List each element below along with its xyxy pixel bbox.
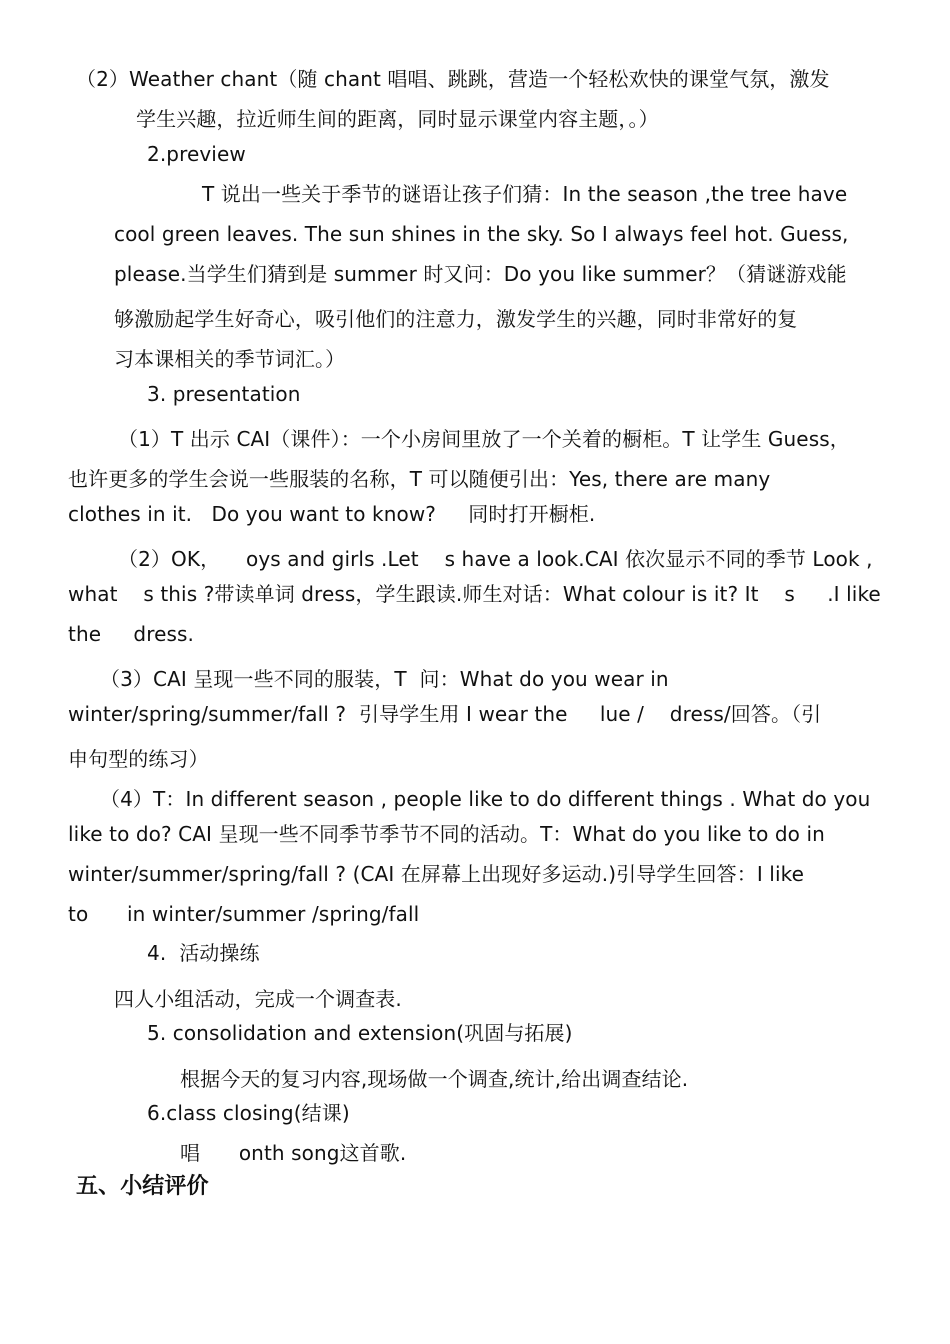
text-line: winter/summer/spring/fall ? (CAI 在屏幕上出现好多运动.)引导学生回答：I like bbox=[68, 862, 804, 886]
text-line: 学生兴趣，拉近师生间的距离，同时显示课堂内容主题，。） bbox=[136, 107, 659, 131]
section-heading-consolidation: 5. consolidation and extension(巩固与拓展) bbox=[147, 1021, 573, 1045]
text-line: to in winter/summer /spring/fall bbox=[68, 902, 420, 926]
text-line: 习本课相关的季节词汇。） bbox=[114, 347, 346, 371]
text-line: （1）T 出示 CAI（课件）：一个小房间里放了一个关着的橱柜。T 让学生 Guess， bbox=[118, 427, 850, 451]
section-heading-practice: 4. 活动操练 bbox=[147, 941, 260, 965]
text-line: like to do? CAI 呈现一些不同季节季节不同的活动。T：What do you like to do in bbox=[68, 822, 825, 846]
section-heading-presentation: 3. presentation bbox=[147, 382, 301, 406]
text-line: （2）OK， oys and girls .Let s have a look.CAI 依次显示不同的季节 Look , bbox=[118, 547, 873, 571]
text-line: cool green leaves. The sun shines in the sky. So I always feel hot. Guess, bbox=[114, 222, 849, 246]
section-heading-summary: 五、小结评价 bbox=[76, 1174, 209, 1199]
text-line: 申句型的练习） bbox=[68, 747, 209, 771]
text-line: （2）Weather chant（随 chant 唱唱、跳跳，营造一个轻松欢快的课堂气氛，激发 bbox=[76, 67, 830, 91]
text-line: （4）T：In different season , people like to do different things . What do you bbox=[100, 787, 871, 811]
text-line: 够激励起学生好奇心，吸引他们的注意力，激发学生的兴趣，同时非常好的复 bbox=[114, 307, 798, 331]
text-line: 根据今天的复习内容,现场做一个调查,统计,给出调查结论. bbox=[180, 1067, 689, 1091]
text-line: the dress. bbox=[68, 622, 194, 646]
section-heading-preview: 2.preview bbox=[147, 142, 246, 166]
text-line: 也许更多的学生会说一些服装的名称，T 可以随便引出：Yes, there are many bbox=[68, 467, 771, 491]
text-line: T 说出一些关于季节的谜语让孩子们猜：In the season ,the tree have bbox=[202, 182, 848, 206]
text-line: clothes in it. Do you want to know? 同时打开橱柜. bbox=[68, 502, 596, 526]
text-line: （3）CAI 呈现一些不同的服装，T 问：What do you wear in bbox=[100, 667, 669, 691]
text-line: 四人小组活动，完成一个调查表. bbox=[114, 987, 402, 1011]
text-line: 唱 onth song这首歌. bbox=[180, 1141, 407, 1165]
text-line: what s this ?带读单词 dress，学生跟读.师生对话：What colour is it? It s .I like bbox=[68, 582, 881, 606]
text-line: please.当学生们猜到是 summer 时又问：Do you like summer？（猜谜游戏能 bbox=[114, 262, 847, 286]
text-line: winter/spring/summer/fall ? 引导学生用 I wear the lue / dress/回答。（引 bbox=[68, 702, 822, 726]
section-heading-class-closing: 6.class closing(结课) bbox=[147, 1101, 350, 1125]
